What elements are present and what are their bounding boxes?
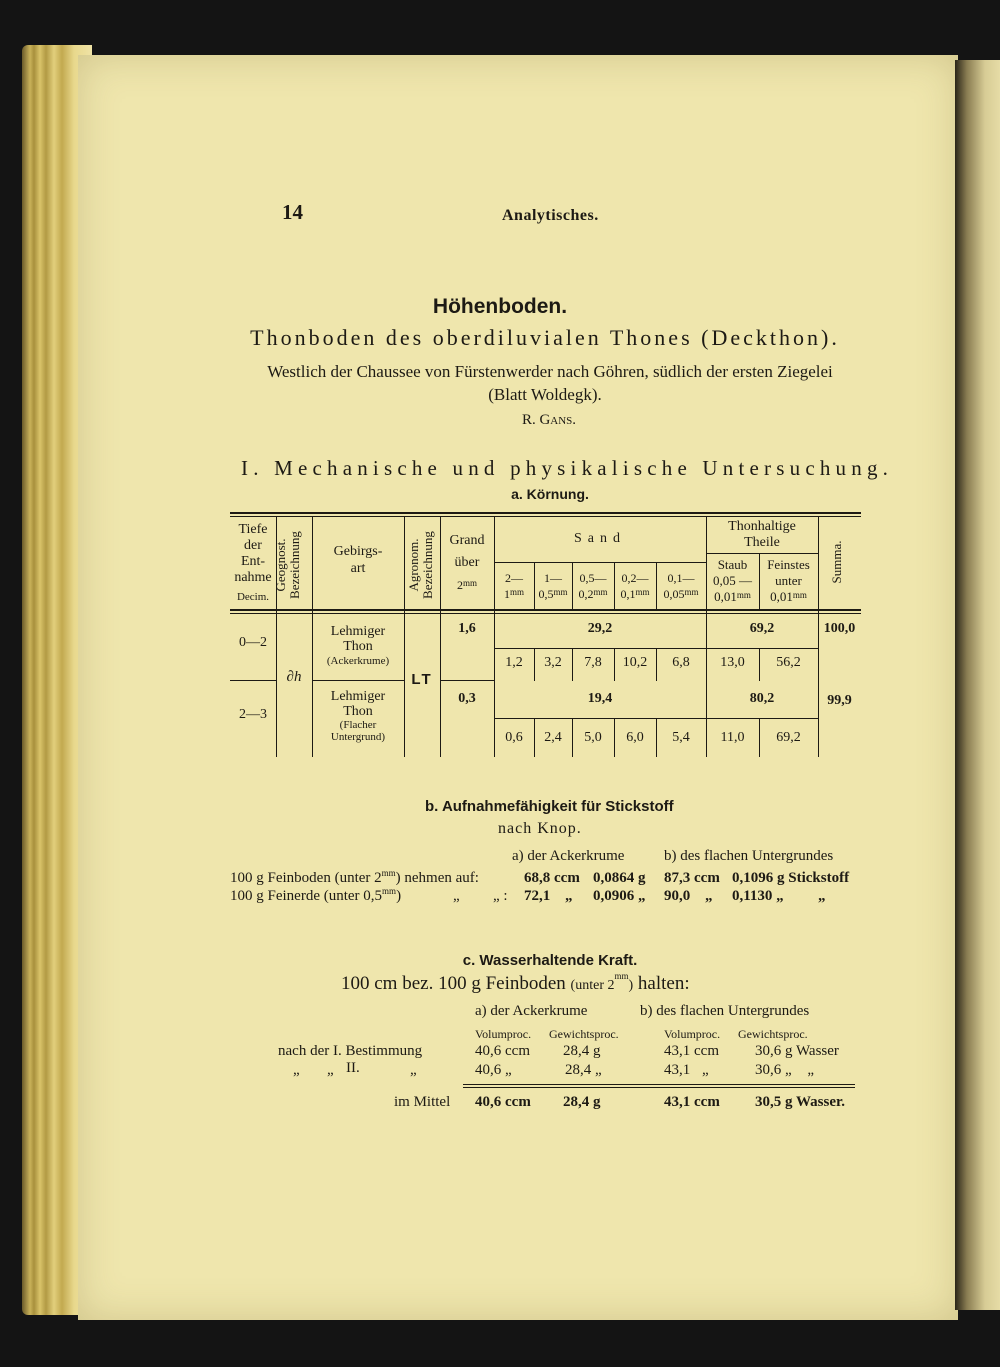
wasser-row1-b-vol: 43,1 ccm <box>664 1043 719 1059</box>
header-sand-col-4 <box>614 570 656 602</box>
wasser-row1-label: nach der I. Bestimmung <box>278 1043 423 1059</box>
header-sand-col-1-a: 2— <box>505 571 523 585</box>
wasser-intro-end: halten: <box>637 973 690 994</box>
row1-sand-1: 1,2 <box>505 655 523 670</box>
row-divider-grand <box>440 680 494 681</box>
stickstoff-row2-b-ccm: 90,0 <box>664 888 691 904</box>
wasser-intro-text: 100 cm bez. 100 g Feinboden <box>341 973 566 994</box>
stickstoff-row1-a-ccm: 68,8 ccm <box>524 870 580 886</box>
header-sand-col-5 <box>656 570 706 602</box>
row1-depth: 0—2 <box>239 635 267 650</box>
header-tiefe <box>230 522 276 605</box>
wasser-intro <box>341 973 690 995</box>
row1-sand-4: 10,2 <box>622 655 648 670</box>
ditto-mark: „ <box>807 1062 815 1078</box>
header-geognost-2: Bezeichnung <box>286 531 302 599</box>
stickstoff-row1-label-end: ) nehmen auf: <box>395 870 479 886</box>
header-sand-col-2-b: 0,5 <box>538 587 554 601</box>
stickstoff-row1-b-ccm: 87,3 ccm <box>664 870 720 886</box>
stickstoff-row2-label-end: ) <box>396 888 402 904</box>
geognost-value: ∂h <box>286 669 302 685</box>
row1-summa: 100,0 <box>823 621 856 636</box>
location-line-1: Westlich der Chaussee von Fürstenwerder nach Göhren, südlich der ersten Ziegelei <box>267 362 833 381</box>
facing-page-edge <box>955 60 1000 1310</box>
mm-unit: mm <box>635 587 650 597</box>
wasser-row2-b-gew-value: 30,6 <box>755 1062 782 1078</box>
header-sand-col-2 <box>534 570 572 602</box>
ditto-mark: „ <box>505 1062 512 1078</box>
author: R. Gans. <box>521 412 577 428</box>
stickstoff-col-b: b) des flachen Untergrundes <box>664 848 834 864</box>
wasser-mean-a-vol: 40,6 ccm <box>475 1094 531 1110</box>
stickstoff-row1-label-text: 100 g Feinboden (unter 2 <box>230 870 382 886</box>
header-gebirgsart-1: Gebirgs- <box>333 544 383 559</box>
stickstoff-row2-a-g: 0,0906 „ <box>593 888 646 904</box>
header-sand-col-3-b: 0,2 <box>578 587 594 601</box>
header-sand-col-4-a: 0,2— <box>621 571 649 585</box>
row1-sand-5: 6,8 <box>672 655 690 670</box>
wasser-row2-b-gew <box>755 1062 814 1079</box>
row2-staub: 11,0 <box>720 730 745 745</box>
header-sand-col-5-a: 0,1— <box>667 571 695 585</box>
row2-sand-1: 0,6 <box>505 730 523 745</box>
row1-staub: 13,0 <box>720 655 745 670</box>
wasser-row2-a-vol-value: 40,6 <box>475 1062 502 1078</box>
header-thon-1: Thonhaltige <box>728 519 796 534</box>
header-agronom-2: Bezeichnung <box>419 531 435 599</box>
row2-gebirgsart <box>312 689 404 743</box>
row-divider-depth <box>230 680 276 681</box>
row2-sand-total: 19,4 <box>587 691 613 706</box>
header-tiefe-3: Ent- <box>240 554 266 569</box>
row1-sand-3: 7,8 <box>584 655 602 670</box>
subsection-a-heading: a. Körnung. <box>511 486 589 502</box>
mm-unit: mm <box>593 587 608 597</box>
wasser-row1-a-gew: 28,4 g <box>563 1043 601 1059</box>
row2-gebirgsart-note-2: Untergrund) <box>330 731 386 743</box>
stickstoff-row1-a-g: 0,0864 g <box>593 870 646 886</box>
row2-summa: 99,9 <box>827 693 852 708</box>
row2-thon-total: 80,2 <box>749 691 775 706</box>
mean-rule-2 <box>463 1087 855 1088</box>
header-sand-col-1-b: 1 <box>503 587 510 601</box>
mm-unit: mm <box>509 587 524 597</box>
running-head: Analytisches. <box>502 207 599 224</box>
header-summa: Summa. <box>829 540 844 584</box>
wasser-row2-ditto-1: „ <box>293 1062 300 1078</box>
header-staub <box>706 557 759 605</box>
stickstoff-row2-ditto-1: „ <box>453 888 460 904</box>
wasser-gewichtsproc-a: Gewichtsproc. <box>549 1027 619 1041</box>
page-number: 14 <box>282 200 303 224</box>
row2-gebirgsart-2: Thon <box>343 704 373 719</box>
header-decim: Decim. <box>236 591 270 603</box>
stickstoff-row2-a-ccm-ditto: „ <box>565 888 573 904</box>
wasser-mean-label: im Mittel <box>394 1094 451 1110</box>
wasser-row2-b-vol <box>664 1062 709 1079</box>
wasser-row2-label: II. <box>346 1060 360 1076</box>
header-agronom-1: Agronom. <box>406 538 421 592</box>
thon-subheader-rule <box>706 553 818 554</box>
mm-unit: mm <box>614 971 629 981</box>
row-divider-gebirgsart <box>312 680 404 681</box>
mm-unit: mm <box>382 886 397 896</box>
wasser-mean-b-gew: 30,5 g Wasser. <box>755 1094 846 1110</box>
row1-feinstes: 56,2 <box>776 655 801 670</box>
header-geognost <box>274 520 304 610</box>
stickstoff-row2-b-ccm-ditto: „ <box>705 888 713 904</box>
row2-grand: 0,3 <box>458 691 476 706</box>
subsection-b-heading: b. Aufnahmefähigkeit für Stickstoff <box>425 798 674 815</box>
row1-gebirgsart-1: Lehmiger <box>330 624 386 639</box>
header-sand-col-1 <box>494 570 534 602</box>
header-staub-2: 0,05 — <box>713 573 752 588</box>
header-tiefe-1: Tiefe <box>238 522 268 537</box>
row2-depth: 2—3 <box>239 707 267 722</box>
header-bottom-rule <box>230 609 861 611</box>
subsection-c-heading: c. Wasserhaltende Kraft. <box>462 952 638 969</box>
row2-sand-4: 6,0 <box>626 730 644 745</box>
header-geognost-1: Geognost. <box>273 538 288 592</box>
wasser-volumproc-a: Volumproc. <box>475 1027 532 1041</box>
header-thon <box>706 519 818 551</box>
wasser-row2-a-gew-value: 28,4 <box>565 1062 592 1078</box>
header-staub-1: Staub <box>717 557 748 572</box>
mm-unit: mm <box>381 868 396 878</box>
header-tiefe-2: der <box>244 538 262 553</box>
row1-gebirgsart <box>312 624 404 669</box>
location-line-2: (Blatt Woldegk). <box>488 385 602 404</box>
header-feinstes-2: unter <box>775 573 802 588</box>
row1-thon-total: 69,2 <box>749 621 775 636</box>
mm-unit: mm <box>792 590 807 600</box>
header-bottom-rule-2 <box>230 613 861 614</box>
ditto-mark: „ <box>702 1062 709 1078</box>
header-sand: Sand <box>574 531 626 546</box>
stickstoff-row2-a-ccm: 72,1 <box>524 888 551 904</box>
row1-sand-2: 3,2 <box>544 655 562 670</box>
wasser-col-a: a) der Ackerkrume <box>475 1003 588 1019</box>
wasser-row1-a-vol: 40,6 ccm <box>475 1043 530 1059</box>
wasser-volumproc-b: Volumproc. <box>664 1027 721 1041</box>
wasser-row2-a-gew <box>565 1062 602 1079</box>
row2-gebirgsart-note: (Flacher <box>339 719 377 731</box>
mm-unit: mm <box>462 578 477 588</box>
stickstoff-row2-b-g: 0,1130 „ <box>732 888 784 904</box>
page-subtitle: Thonboden des oberdiluvialen Thones (Deckthon). <box>250 325 840 350</box>
stickstoff-row2-ditto-2: „ : <box>493 888 508 904</box>
page-title: Höhenboden. <box>432 295 568 318</box>
wasser-mean-a-gew: 28,4 g <box>563 1094 601 1110</box>
ditto-mark: „ <box>595 1062 602 1078</box>
row2-sand-5: 5,4 <box>672 730 690 745</box>
header-grand-2: über <box>454 555 480 570</box>
stickstoff-col-a: a) der Ackerkrume <box>512 848 625 864</box>
subsection-b-by: nach Knop. <box>498 820 582 837</box>
wasser-intro-small-end: ) <box>628 978 634 993</box>
wasser-row1-b-gew: 30,6 g Wasser <box>755 1043 839 1059</box>
header-feinstes-3: 0,01 <box>770 589 793 604</box>
header-thon-2: Theile <box>744 535 780 550</box>
table-top-rule <box>230 512 861 514</box>
header-sand-col-3 <box>572 570 614 602</box>
mean-rule-1 <box>463 1084 855 1085</box>
section-1-heading: I. Mechanische und physikalische Untersuchung. <box>241 456 894 480</box>
stickstoff-row1-b-g: 0,1096 g Stickstoff <box>732 870 850 886</box>
header-sand-col-3-a: 0,5— <box>579 571 607 585</box>
header-agronom <box>407 520 437 610</box>
wasser-intro-small: (unter 2 <box>570 978 615 993</box>
stickstoff-row2-label-text: 100 g Feinerde (unter 0,5 <box>230 888 383 904</box>
row1-grand: 1,6 <box>458 621 476 636</box>
mm-unit: mm <box>684 587 699 597</box>
row1-sand-total: 29,2 <box>587 621 613 636</box>
ditto-mark: „ <box>785 1062 792 1078</box>
wasser-row2-b-vol-value: 43,1 <box>664 1062 691 1078</box>
header-staub-3: 0,01 <box>714 589 737 604</box>
mm-unit: mm <box>553 587 568 597</box>
mm-unit: mm <box>736 590 751 600</box>
header-grand-size: 2 <box>456 578 463 592</box>
header-gebirgsart <box>312 543 404 577</box>
row1-gebirgsart-2: Thon <box>343 639 373 654</box>
header-sand-col-5-b: 0,05 <box>663 587 685 601</box>
agronom-value: LT <box>411 671 433 688</box>
row2-gebirgsart-1: Lehmiger <box>330 689 386 704</box>
header-sand-col-4-b: 0,1 <box>620 587 636 601</box>
row2-sand-3: 5,0 <box>584 730 602 745</box>
stickstoff-row1-label <box>230 870 479 887</box>
header-sand-col-2-a: 1— <box>544 571 562 585</box>
wasser-col-b: b) des flachen Untergrundes <box>640 1003 810 1019</box>
header-feinstes-1: Feinstes <box>767 557 810 572</box>
row2-feinstes: 69,2 <box>776 730 801 745</box>
stickstoff-row2-label <box>230 888 401 905</box>
header-grand-1: Grand <box>449 533 485 548</box>
vline-3 <box>404 516 405 757</box>
row2-sand-2: 2,4 <box>544 730 562 745</box>
wasser-row2-ditto-2: „ <box>327 1062 334 1078</box>
wasser-gewichtsproc-b: Gewichtsproc. <box>738 1027 808 1041</box>
stickstoff-row2-b-g-ditto: „ <box>818 888 826 904</box>
sand-subheader-rule <box>494 562 706 563</box>
header-feinstes <box>759 557 818 605</box>
wasser-mean-b-vol: 43,1 ccm <box>664 1094 720 1110</box>
header-gebirgsart-2: art <box>350 561 366 576</box>
header-tiefe-4: nahme <box>234 570 272 585</box>
table-top-rule-2 <box>230 516 861 517</box>
row1-gebirgsart-note: (Ackerkrume) <box>326 655 390 667</box>
header-grand <box>440 530 494 596</box>
wasser-row2-ditto-3: „ <box>410 1062 417 1078</box>
koernung-table <box>230 512 861 757</box>
wasser-row2-a-vol <box>475 1062 512 1079</box>
